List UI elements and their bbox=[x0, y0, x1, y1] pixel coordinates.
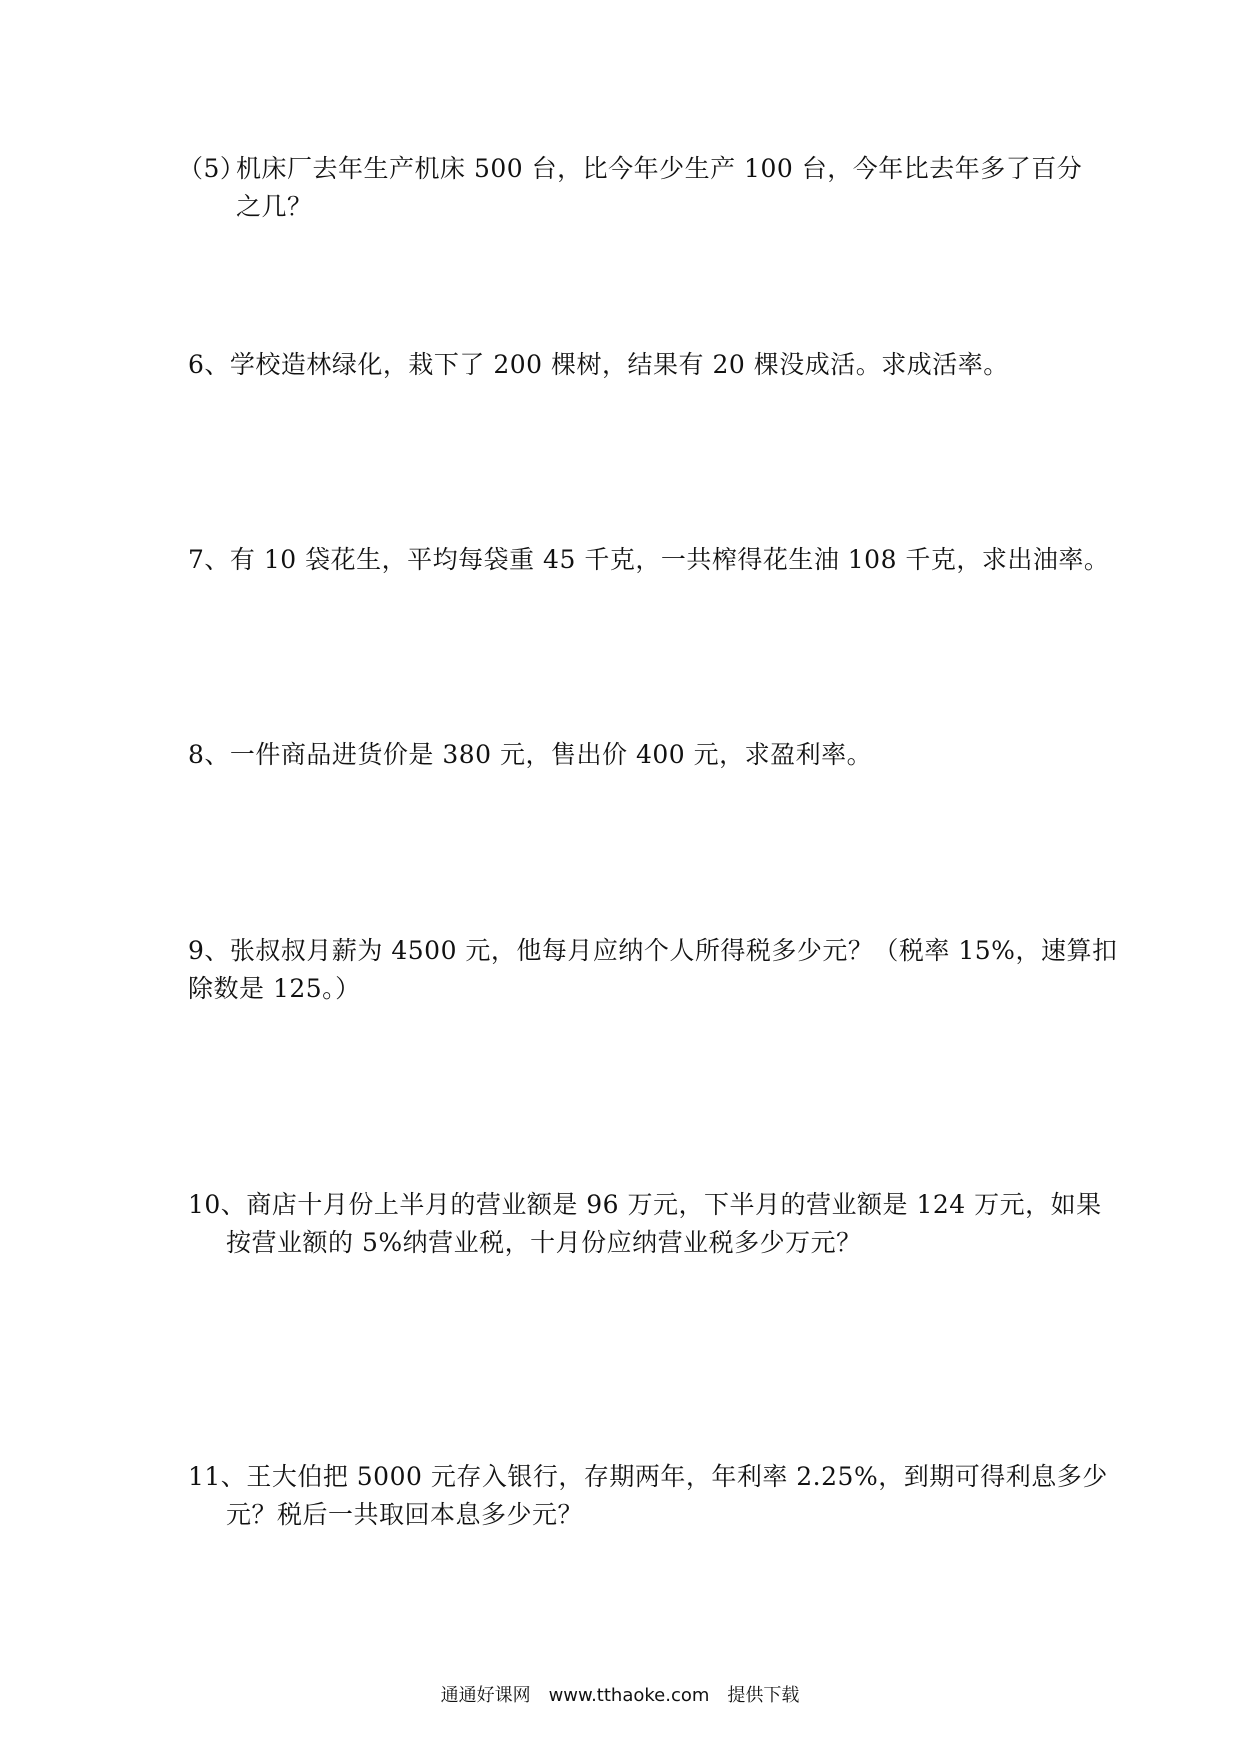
problem-8 bbox=[188, 736, 1060, 774]
problem-11 bbox=[188, 1458, 1108, 1534]
problem-number: 11、 bbox=[188, 1462, 247, 1491]
problem-line bbox=[178, 150, 1083, 188]
problem-line bbox=[188, 970, 1060, 1008]
problem-number: 8、 bbox=[188, 740, 230, 769]
problem-number: 7、 bbox=[188, 545, 230, 574]
problem-number: 9、 bbox=[188, 936, 230, 965]
problem-9 bbox=[188, 932, 1118, 1008]
problem-text: 商店十月份上半月的营业额是 96 万元，下半月的营业额是 124 万元，如果 bbox=[246, 1190, 1102, 1219]
problem-10 bbox=[188, 1186, 1102, 1262]
problem-text: 元？税后一共取回本息多少元？ bbox=[226, 1500, 584, 1529]
problem-number: （5） bbox=[178, 154, 246, 183]
problem-line bbox=[188, 1186, 1102, 1224]
problem-text: 机床厂去年生产机床 500 台，比今年少生产 100 台，今年比去年多了百分 bbox=[236, 154, 1083, 183]
problem-line bbox=[188, 1458, 1108, 1496]
problem-line bbox=[188, 541, 1110, 579]
problem-text: 学校造林绿化，栽下了 200 棵树，结果有 20 棵没成活。求成活率。 bbox=[229, 350, 1009, 379]
problem-number: 6、 bbox=[188, 350, 230, 379]
page-footer: 通通好课网 www.tthaoke.com 提供下载 bbox=[440, 1685, 800, 1706]
problem-line bbox=[188, 1224, 1060, 1262]
problem-text: 一件商品进货价是 380 元，售出价 400 元，求盈利率。 bbox=[229, 740, 873, 769]
problem-text: 按营业额的 5%纳营业税，十月份应纳营业税多少万元？ bbox=[226, 1228, 862, 1257]
problem-line bbox=[188, 346, 1060, 384]
problem-5 bbox=[178, 150, 1083, 226]
problem-text: 张叔叔月薪为 4500 元，他每月应纳个人所得税多少元？（税率 15%，速算扣 bbox=[229, 936, 1118, 965]
problem-text: 有 10 袋花生，平均每袋重 45 千克，一共榨得花生油 108 千克，求出油率。 bbox=[229, 545, 1110, 574]
problem-text: 除数是 125。） bbox=[188, 974, 361, 1003]
problem-7 bbox=[188, 541, 1110, 579]
problem-line bbox=[188, 932, 1118, 970]
problem-text: 之几？ bbox=[236, 192, 313, 221]
problem-text: 王大伯把 5000 元存入银行，存期两年，年利率 2.25%，到期可得利息多少 bbox=[246, 1462, 1108, 1491]
problem-line bbox=[188, 188, 1060, 226]
problem-line bbox=[188, 1496, 1060, 1534]
problem-6 bbox=[188, 346, 1060, 384]
problem-line bbox=[188, 736, 1060, 774]
problem-number: 10、 bbox=[188, 1190, 247, 1219]
